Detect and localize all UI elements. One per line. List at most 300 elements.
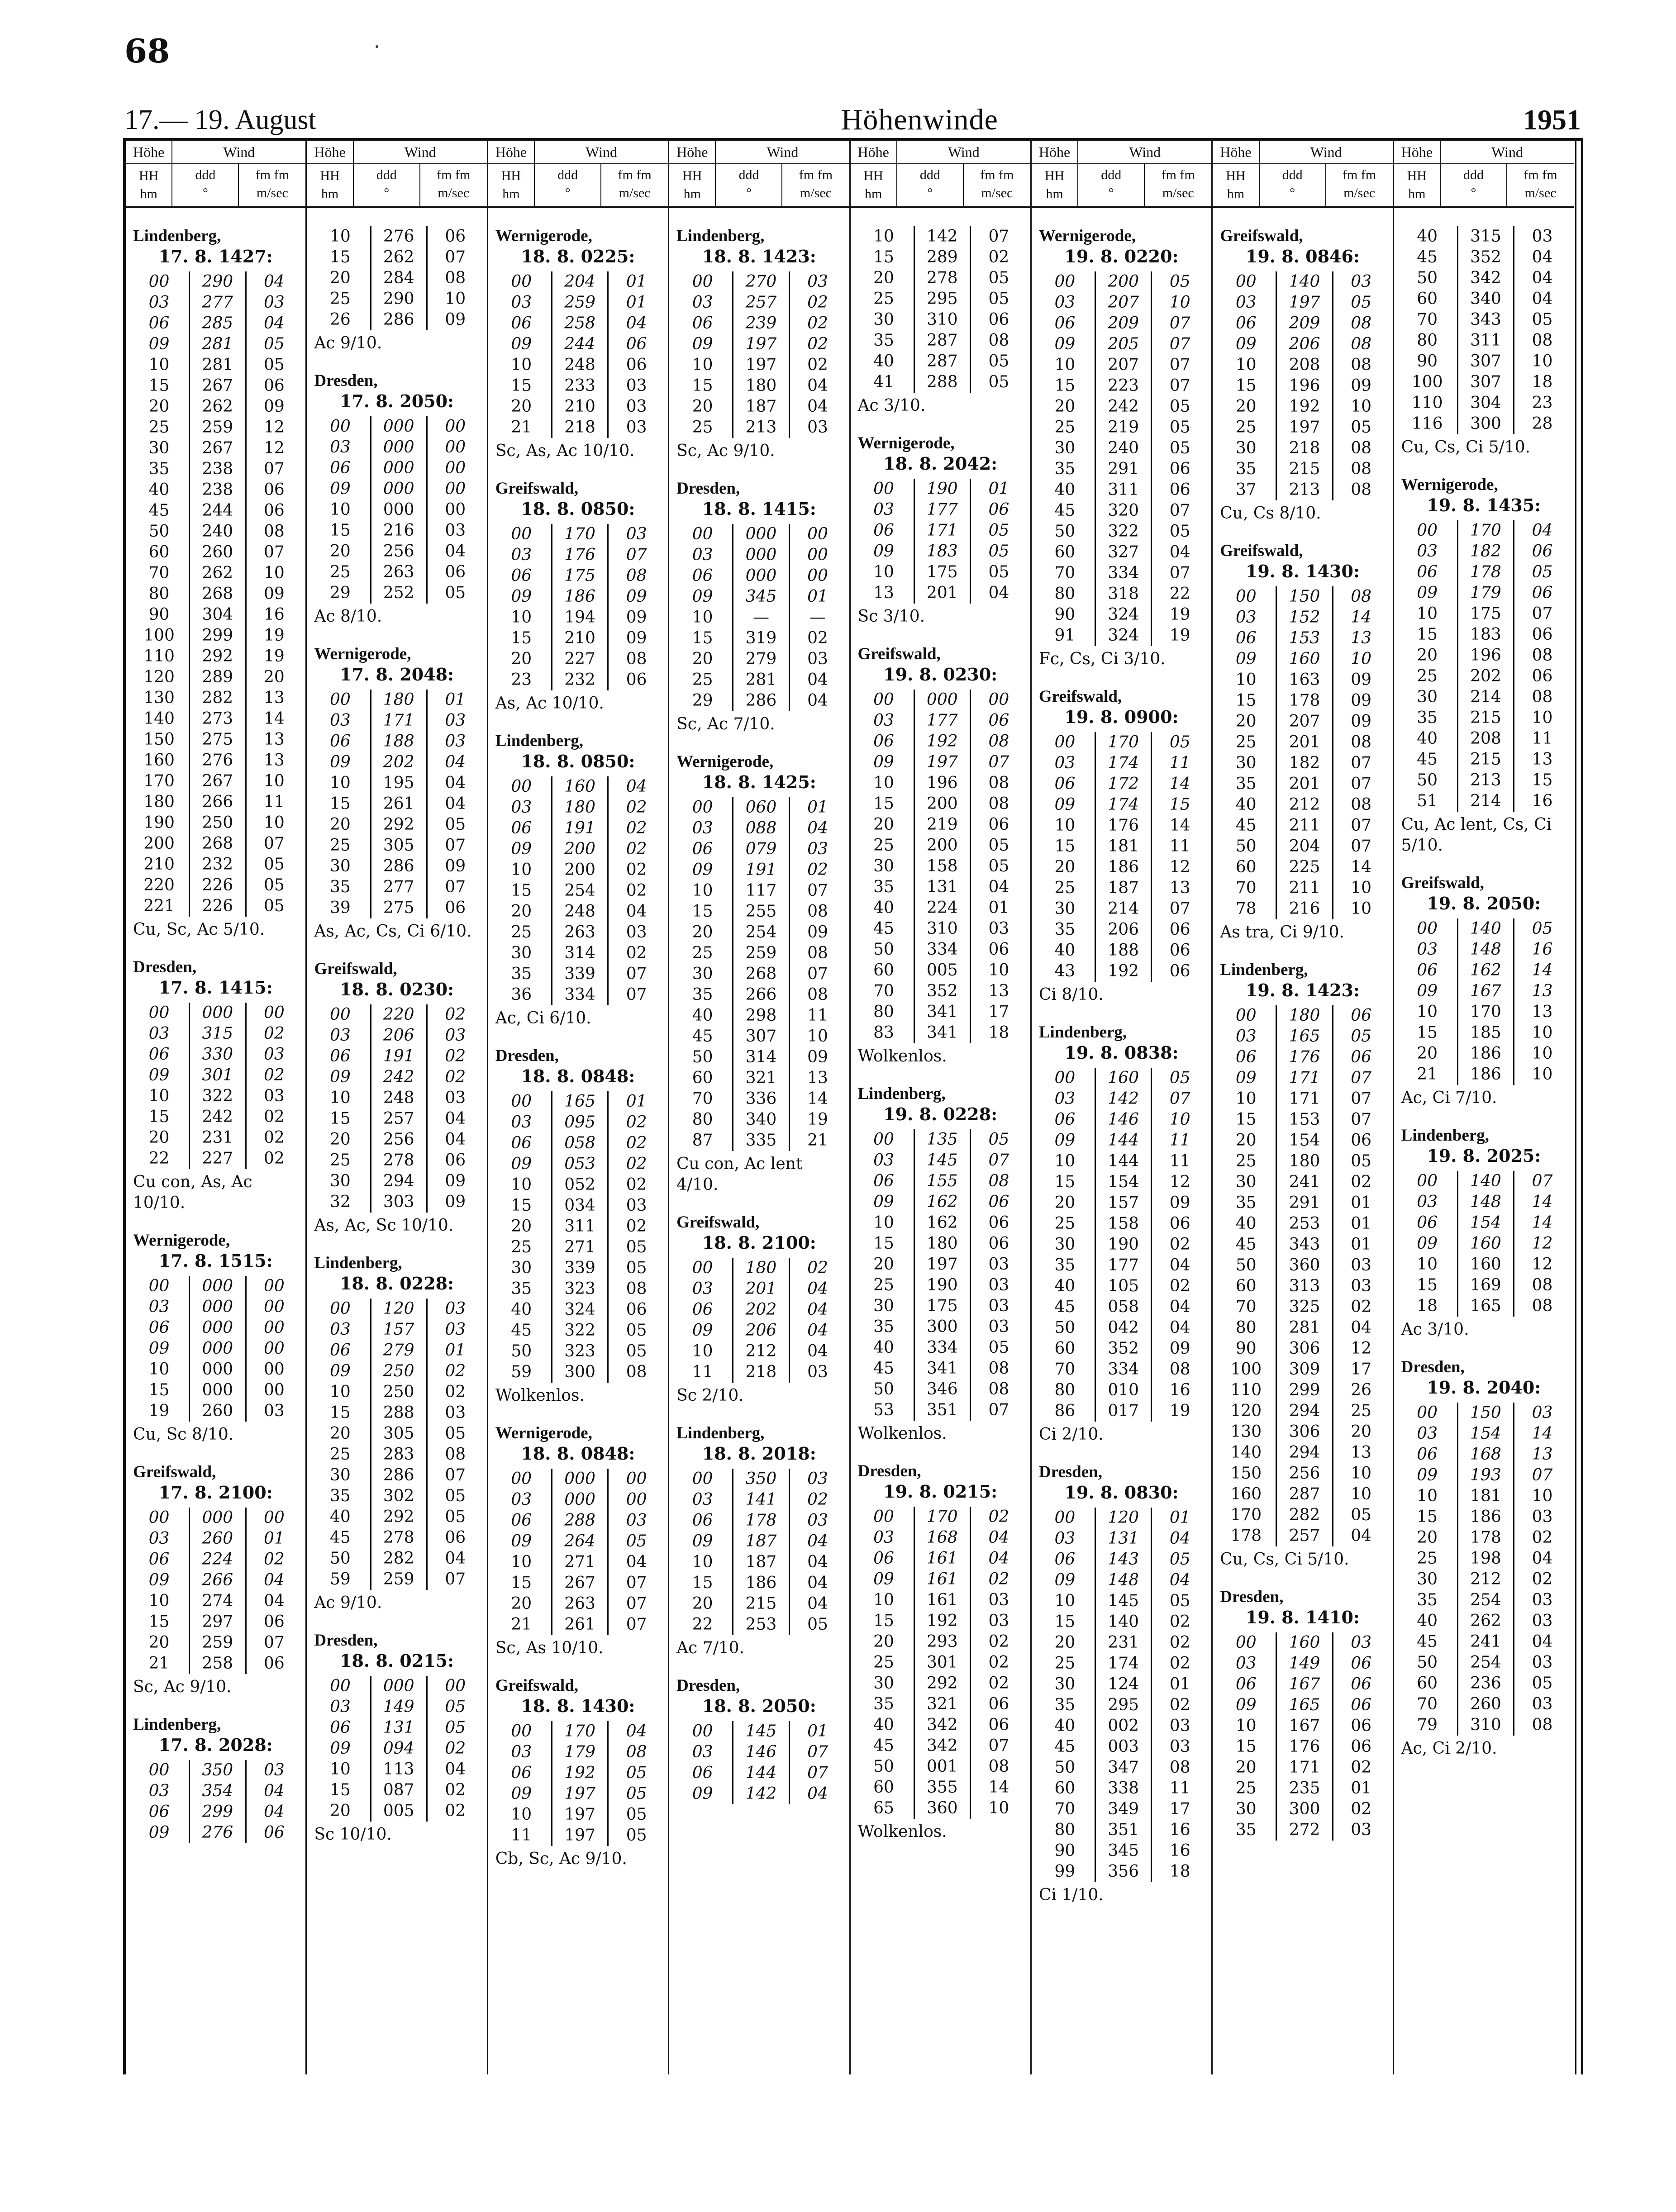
speed-cell: 06 xyxy=(246,1653,302,1674)
speed-cell: 03 xyxy=(427,710,483,731)
height-cell: 09 xyxy=(873,1570,894,1589)
direction-cell: 058 xyxy=(552,1133,608,1154)
height-cell: 40 xyxy=(511,1300,532,1319)
table-row xyxy=(1398,289,1570,309)
observation-table xyxy=(1035,1508,1208,1882)
direction-cell: 268 xyxy=(190,833,246,854)
speed-cell: 00 xyxy=(246,1359,302,1380)
direction-cell: 154 xyxy=(1457,1423,1514,1444)
speed-cell: 01 xyxy=(427,1340,483,1361)
speed-cell: 04 xyxy=(789,690,845,711)
direction-cell: 219 xyxy=(914,814,970,835)
cloud-note: Ac 3/10. xyxy=(1401,1320,1469,1339)
table-row xyxy=(854,898,1027,918)
direction-cell: 339 xyxy=(552,964,608,985)
direction-cell: 140 xyxy=(1095,1612,1152,1632)
direction-cell: 257 xyxy=(733,292,789,313)
height-cell: 25 xyxy=(692,418,713,437)
table-row xyxy=(1035,1318,1208,1338)
direction-cell: 286 xyxy=(371,856,427,877)
direction-cell: 163 xyxy=(1276,670,1333,690)
direction-cell: 204 xyxy=(1276,836,1333,857)
table-row xyxy=(492,818,664,839)
direction-cell: 294 xyxy=(371,1171,427,1192)
height-cell: 20 xyxy=(148,1128,170,1147)
direction-cell: 175 xyxy=(914,1296,970,1317)
speed-cell: 04 xyxy=(789,1320,845,1341)
direction-cell: 150 xyxy=(1457,1403,1514,1423)
msec-label: m/sec xyxy=(256,186,288,200)
speed-cell: 03 xyxy=(427,1299,483,1319)
direction-cell: 165 xyxy=(1276,1026,1333,1047)
height-cell: 25 xyxy=(330,1445,351,1464)
direction-cell: 179 xyxy=(1457,583,1514,604)
height-cell: 45 xyxy=(873,919,894,938)
speed-cell: 03 xyxy=(427,1088,483,1108)
direction-cell: 197 xyxy=(1276,417,1333,438)
direction-cell: 220 xyxy=(371,1004,427,1025)
table-row xyxy=(310,499,483,520)
direction-cell: 278 xyxy=(914,268,970,289)
station-name: Wernigerode, xyxy=(133,1231,230,1250)
direction-cell: 190 xyxy=(914,479,970,499)
speed-cell: 04 xyxy=(246,1802,302,1822)
height-cell: 10 xyxy=(1417,1255,1438,1274)
height-cell: 09 xyxy=(1235,1069,1257,1087)
direction-units xyxy=(716,163,781,202)
direction-cell: 324 xyxy=(552,1299,608,1320)
speed-cell: 08 xyxy=(1514,1296,1570,1317)
ascent-time: 17. 8. 1515: xyxy=(158,1251,273,1271)
speed-cell: 06 xyxy=(971,814,1027,835)
fmfm-label: fm fm xyxy=(437,167,471,182)
speed-cell: 04 xyxy=(608,1552,664,1573)
height-cell: 10 xyxy=(1417,604,1438,623)
column-body xyxy=(488,208,668,1869)
speed-cell: 08 xyxy=(971,773,1027,794)
height-cell: 91 xyxy=(1054,626,1076,645)
speed-cell: 10 xyxy=(246,563,302,584)
height-cell: 35 xyxy=(873,878,894,896)
cloud-note: Ac 9/10. xyxy=(314,1594,382,1612)
height-cell: 09 xyxy=(692,335,713,353)
table-row xyxy=(310,1171,483,1192)
table-row xyxy=(310,814,483,835)
direction-cell: 262 xyxy=(190,396,246,417)
table-row xyxy=(129,1338,302,1359)
cloud-note: Sc, Ac 9/10. xyxy=(676,442,775,460)
height-cell: 06 xyxy=(873,521,894,540)
station-name: Dresden, xyxy=(1038,1463,1102,1481)
height-cell: 03 xyxy=(330,1320,351,1339)
speed-cell: 01 xyxy=(1333,1213,1389,1234)
direction-cell: 207 xyxy=(1095,292,1152,313)
table-row xyxy=(1398,330,1570,351)
direction-cell: 313 xyxy=(1276,1276,1333,1297)
speed-cell: 26 xyxy=(1333,1380,1389,1401)
station-block xyxy=(1216,226,1389,524)
height-cell: 10 xyxy=(873,227,894,246)
table-row xyxy=(854,690,1027,710)
direction-cell: 142 xyxy=(1095,1089,1152,1109)
table-row xyxy=(129,376,302,396)
table-row xyxy=(1035,271,1208,292)
direction-cell: 226 xyxy=(190,896,246,917)
table-row xyxy=(673,1047,845,1068)
height-cell: 06 xyxy=(692,1511,713,1530)
speed-cell: 08 xyxy=(1333,334,1389,355)
direction-cell: 323 xyxy=(552,1341,608,1362)
table-row xyxy=(854,1652,1027,1673)
direction-cell: 206 xyxy=(371,1025,427,1046)
speed-cell: 00 xyxy=(246,1276,302,1297)
height-cell: 06 xyxy=(1417,1445,1438,1464)
table-row xyxy=(1216,438,1389,459)
speed-cell: 03 xyxy=(608,376,664,396)
speed-cell: 06 xyxy=(1333,1653,1389,1674)
height-cell: 50 xyxy=(1235,1256,1257,1275)
height-cell: 21 xyxy=(511,418,532,437)
height-cell: 00 xyxy=(1417,919,1438,938)
height-cell: 00 xyxy=(692,525,713,543)
msec-label: m/sec xyxy=(981,186,1013,200)
date-range: 17.— 19. August xyxy=(124,104,316,135)
speed-cell: 09 xyxy=(789,922,845,943)
speed-cell: 14 xyxy=(789,1089,845,1109)
direction-cell: 281 xyxy=(190,334,246,355)
height-cell: 06 xyxy=(511,566,532,585)
table-row xyxy=(854,1798,1027,1819)
height-header xyxy=(1213,141,1259,206)
speed-cell: 07 xyxy=(246,833,302,854)
speed-cell: 04 xyxy=(1514,268,1570,289)
cloud-note: Ci 1/10. xyxy=(1038,1886,1104,1904)
station-name: Wernigerode, xyxy=(1401,476,1498,494)
direction-cell: 292 xyxy=(190,646,246,667)
direction-cell: 321 xyxy=(914,1694,970,1715)
ascent-time: 19. 8. 1430: xyxy=(1245,561,1360,581)
speed-cell: 06 xyxy=(1333,1130,1389,1151)
speed-cell: 04 xyxy=(789,670,845,690)
station-name: Lindenberg, xyxy=(676,1424,765,1442)
direction-cell: 150 xyxy=(1276,586,1333,607)
speed-cell: 06 xyxy=(1514,583,1570,604)
speed-cell: 10 xyxy=(1514,1023,1570,1043)
speed-cell: 11 xyxy=(246,792,302,813)
station-block xyxy=(1216,541,1389,943)
observation-table xyxy=(492,271,664,438)
height-cell: 90 xyxy=(1054,605,1076,624)
table-row xyxy=(1035,1716,1208,1736)
direction-cell: 120 xyxy=(1095,1508,1152,1528)
table-row xyxy=(1216,1276,1389,1297)
cloud-note: Cb, Sc, Ac 9/10. xyxy=(495,1850,627,1868)
speed-cell: 05 xyxy=(1514,309,1570,330)
table-row xyxy=(1035,1109,1208,1130)
observation-table xyxy=(854,1507,1027,1819)
cloud-note: Sc, Ac 9/10. xyxy=(133,1678,232,1696)
height-cell: 40 xyxy=(1054,480,1076,499)
speed-cell: 07 xyxy=(1333,1068,1389,1089)
direction-cell: 000 xyxy=(190,1003,246,1023)
speed-cell: 00 xyxy=(246,1318,302,1338)
table-row xyxy=(1035,1612,1208,1632)
speed-cell: 07 xyxy=(971,226,1027,247)
speed-cell: 10 xyxy=(1514,1043,1570,1064)
speed-cell: 03 xyxy=(789,1469,845,1489)
table-row xyxy=(129,1359,302,1380)
speed-cell: 14 xyxy=(1333,607,1389,628)
table-row xyxy=(1035,1653,1208,1674)
table-row xyxy=(1035,396,1208,417)
msec-label: m/sec xyxy=(1524,186,1557,200)
table-row xyxy=(1035,1172,1208,1193)
direction-cell: 250 xyxy=(371,1382,427,1403)
speed-cell: 08 xyxy=(608,566,664,586)
speed-cell: 05 xyxy=(971,856,1027,877)
speed-cell: 01 xyxy=(789,1721,845,1742)
height-cell: 03 xyxy=(873,711,894,730)
observation-table xyxy=(492,776,664,1005)
speed-cell: 06 xyxy=(1152,919,1208,940)
height-cell: 29 xyxy=(692,691,713,710)
table-row xyxy=(1035,542,1208,563)
direction-cell: 000 xyxy=(190,1508,246,1528)
height-cell: 18 xyxy=(1417,1297,1438,1315)
direction-cell: 052 xyxy=(552,1175,608,1195)
speed-cell: 09 xyxy=(427,1192,483,1213)
direction-cell: 325 xyxy=(1276,1297,1333,1318)
table-row xyxy=(310,1676,483,1697)
height-cell: 00 xyxy=(873,1508,894,1526)
direction-cell: 131 xyxy=(1095,1528,1152,1549)
table-row xyxy=(310,898,483,918)
height-cell: 09 xyxy=(1235,650,1257,668)
table-row xyxy=(1035,1380,1208,1401)
ascent-time: 17. 8. 2050: xyxy=(340,391,454,411)
table-row xyxy=(673,292,845,313)
speed-cell: 02 xyxy=(608,797,664,818)
direction-cell: 299 xyxy=(1276,1380,1333,1401)
height-cell: 50 xyxy=(873,1757,894,1776)
table-row xyxy=(310,1319,483,1340)
direction-cell: 197 xyxy=(914,752,970,773)
height-cell: 00 xyxy=(1235,272,1257,291)
table-row xyxy=(492,1742,664,1763)
direction-cell: 178 xyxy=(1276,690,1333,711)
height-cell: 20 xyxy=(330,1130,351,1149)
height-cell: 06 xyxy=(873,1172,894,1190)
speed-cell: 06 xyxy=(246,376,302,396)
speed-cell: 07 xyxy=(971,1150,1027,1171)
direction-cell: 336 xyxy=(733,1089,789,1109)
height-cell: 09 xyxy=(330,480,351,498)
height-cell: 10 xyxy=(330,1383,351,1401)
ascent-time: 19. 8. 2025: xyxy=(1427,1146,1541,1166)
table-row xyxy=(492,1279,664,1299)
speed-cell: 10 xyxy=(1514,708,1570,728)
observation-table xyxy=(1035,732,1208,982)
direction-cell: 263 xyxy=(552,1594,608,1614)
observation-table xyxy=(1035,1068,1208,1422)
direction-cell: 200 xyxy=(552,860,608,880)
height-cell: 120 xyxy=(1230,1402,1262,1420)
height-cell: 200 xyxy=(143,834,175,853)
table-row xyxy=(854,773,1027,794)
speed-cell: 00 xyxy=(789,566,845,586)
direction-cell: 154 xyxy=(1095,1172,1152,1193)
height-label: Höhe xyxy=(1032,141,1077,164)
speed-cell: 01 xyxy=(789,586,845,607)
table-row xyxy=(492,1320,664,1341)
height-cell: 00 xyxy=(148,1004,170,1022)
table-row xyxy=(129,1318,302,1338)
height-cell: 00 xyxy=(148,1761,170,1779)
speed-cell: 09 xyxy=(608,586,664,607)
direction-cell: 165 xyxy=(1457,1296,1514,1317)
table-row xyxy=(673,922,845,943)
height-cell: 06 xyxy=(1235,1675,1257,1693)
height-cell: 10 xyxy=(148,356,170,374)
height-cell: 10 xyxy=(1417,1003,1438,1021)
height-cell: 00 xyxy=(1054,1069,1076,1087)
speed-cell: 04 xyxy=(1514,289,1570,309)
height-cell: 09 xyxy=(1054,1131,1076,1150)
table-row xyxy=(673,313,845,334)
speed-cell: 02 xyxy=(1333,1297,1389,1318)
height-cell: 06 xyxy=(330,459,351,477)
speed-cell: 05 xyxy=(971,1337,1027,1358)
ascent-time: 18. 8. 0848: xyxy=(521,1443,635,1464)
speed-cell: 06 xyxy=(427,898,483,918)
direction-cell: 354 xyxy=(190,1781,246,1802)
direction-cell: 346 xyxy=(914,1379,970,1400)
height-cell: 09 xyxy=(330,1068,351,1086)
speed-cell: 06 xyxy=(246,1822,302,1843)
direction-cell: 197 xyxy=(1276,292,1333,313)
direction-cell: 176 xyxy=(1276,1736,1333,1757)
speed-cell: 14 xyxy=(1152,815,1208,836)
height-cell: 25 xyxy=(1417,667,1438,685)
direction-cell: 218 xyxy=(1276,438,1333,459)
direction-cell: 285 xyxy=(190,313,246,334)
direction-cell: 095 xyxy=(552,1112,608,1133)
height-cell: 70 xyxy=(1417,1695,1438,1713)
table-row xyxy=(1398,1064,1570,1085)
speed-cell: 03 xyxy=(1333,271,1389,292)
table-row xyxy=(1035,1508,1208,1528)
height-cell: 06 xyxy=(1417,1213,1438,1232)
table-row xyxy=(492,1825,664,1846)
height-header xyxy=(669,141,716,206)
station-block xyxy=(854,433,1027,627)
speed-cell: 02 xyxy=(789,313,845,334)
table-row xyxy=(1035,376,1208,396)
direction-cell: 209 xyxy=(1095,313,1152,334)
height-cell: 70 xyxy=(1054,1360,1076,1379)
speed-cell: 04 xyxy=(789,1279,845,1299)
table-row xyxy=(310,710,483,731)
table-row xyxy=(1398,1569,1570,1590)
height-header xyxy=(1394,141,1441,206)
speed-cell: 04 xyxy=(246,271,302,292)
column-body xyxy=(1032,208,1211,1906)
height-cell: 03 xyxy=(873,1151,894,1170)
speed-cell: 06 xyxy=(1152,480,1208,500)
table-row xyxy=(854,1756,1027,1777)
cloud-note: Cu, Sc 8/10. xyxy=(133,1425,234,1444)
observation-table xyxy=(673,1258,845,1383)
direction-cell: 191 xyxy=(733,860,789,880)
direction-cell: 000 xyxy=(371,479,427,499)
table-row xyxy=(1035,480,1208,500)
height-cell: 11 xyxy=(511,1826,532,1845)
cloud-note: Wolkenlos. xyxy=(857,1424,947,1443)
table-row xyxy=(1216,1109,1389,1130)
table-row xyxy=(129,417,302,438)
height-cell: 15 xyxy=(330,794,351,813)
speed-cell: 02 xyxy=(608,1112,664,1133)
direction-cell: 000 xyxy=(190,1318,246,1338)
direction-cell: 360 xyxy=(914,1798,970,1819)
table-row xyxy=(673,334,845,355)
height-cell: 25 xyxy=(692,944,713,962)
observation-table xyxy=(492,1091,664,1383)
height-cell: 10 xyxy=(1235,1717,1257,1735)
table-row xyxy=(492,1362,664,1383)
table-row xyxy=(129,438,302,459)
station-block xyxy=(1035,1462,1208,1906)
speed-cell: 01 xyxy=(608,1091,664,1112)
speed-cell: 05 xyxy=(971,541,1027,562)
station-name: Dresden, xyxy=(676,479,740,498)
table-row xyxy=(854,1548,1027,1569)
station-block xyxy=(854,1084,1027,1444)
direction-cell: 294 xyxy=(1276,1442,1333,1463)
height-cell: 29 xyxy=(330,584,351,602)
direction-cell: 294 xyxy=(1276,1401,1333,1422)
table-row xyxy=(854,1213,1027,1233)
height-cell: 10 xyxy=(511,608,532,627)
speed-cell: 11 xyxy=(1152,753,1208,774)
direction-cell: 322 xyxy=(190,1086,246,1107)
height-cell: 00 xyxy=(873,480,894,498)
table-row xyxy=(1216,1193,1389,1213)
height-cell: 30 xyxy=(1235,1800,1257,1818)
speed-cell: 09 xyxy=(1152,1338,1208,1359)
table-row xyxy=(129,833,302,854)
direction-cell: 197 xyxy=(733,355,789,376)
speed-cell: 14 xyxy=(1333,857,1389,878)
height-units xyxy=(1032,164,1077,203)
table-row xyxy=(310,1548,483,1569)
height-cell: 40 xyxy=(1054,941,1076,960)
height-cell: 40 xyxy=(692,1006,713,1025)
height-cell: 10 xyxy=(692,356,713,374)
table-row xyxy=(1398,645,1570,666)
hh-label: HH xyxy=(682,168,702,183)
station-block xyxy=(854,1461,1027,1842)
height-cell: 25 xyxy=(1235,1779,1257,1798)
direction-cell: 142 xyxy=(914,226,970,247)
speed-cell: 02 xyxy=(608,839,664,860)
direction-cell: 000 xyxy=(190,1380,246,1401)
table-row xyxy=(1216,334,1389,355)
direction-cell: 186 xyxy=(1457,1043,1514,1064)
observation-table xyxy=(1216,271,1389,500)
table-row xyxy=(673,690,845,711)
height-cell: 120 xyxy=(143,668,175,686)
